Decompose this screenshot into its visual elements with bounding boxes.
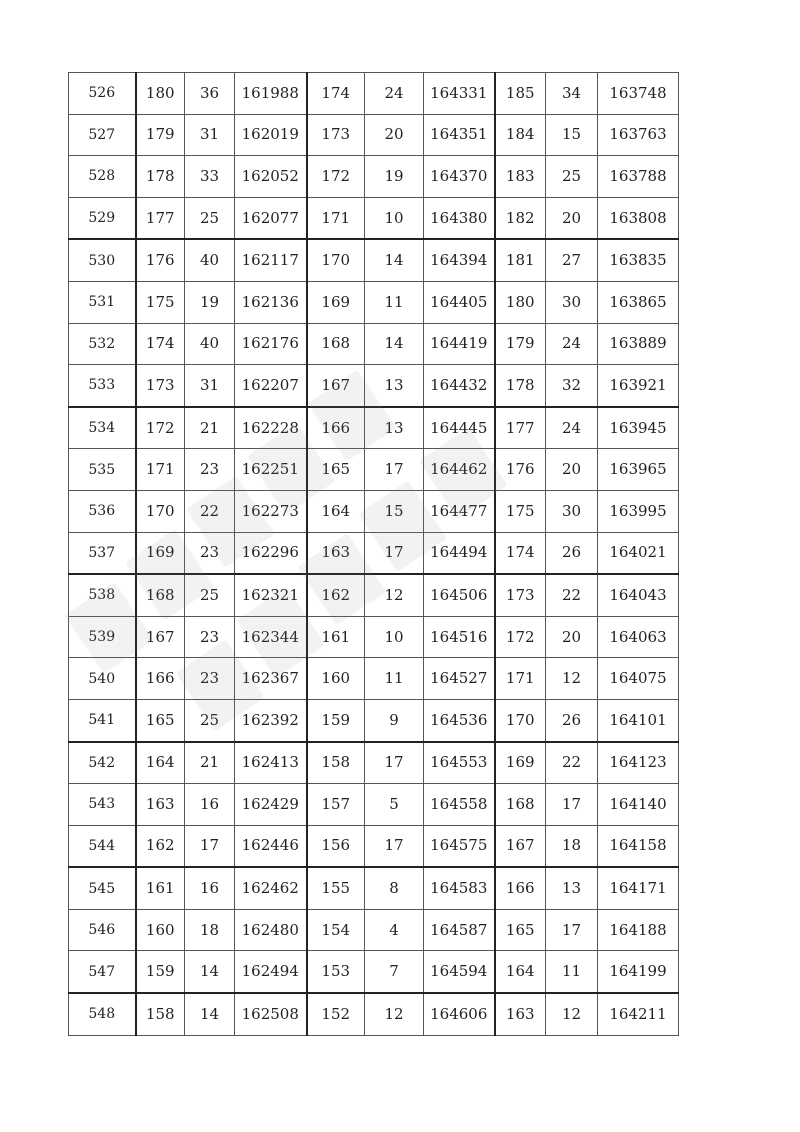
- table-cell: 167: [495, 825, 546, 867]
- score-table: [68, 72, 679, 1036]
- table-cell: 164075: [598, 658, 679, 700]
- table-cell: 164462: [424, 449, 495, 491]
- table-cell: 163: [307, 532, 365, 574]
- table-cell: 17: [365, 825, 424, 867]
- table-cell: 20: [546, 616, 598, 658]
- table-cell: 17: [185, 825, 235, 867]
- table-cell: 12: [546, 993, 598, 1035]
- table-cell: 164419: [424, 323, 495, 365]
- table-cell: 162462: [235, 867, 307, 909]
- table-cell: 165: [307, 449, 365, 491]
- table-cell: 14: [185, 951, 235, 993]
- table-cell: 157: [307, 784, 365, 826]
- table-cell: 161: [307, 616, 365, 658]
- table-cell: 536: [69, 490, 136, 532]
- table-cell: 181: [495, 239, 546, 281]
- table-cell: 163808: [598, 197, 679, 239]
- table-cell: 164432: [424, 365, 495, 407]
- table-cell: 16: [185, 867, 235, 909]
- table-cell: 163865: [598, 281, 679, 323]
- table-row: [69, 658, 679, 700]
- table-cell: 168: [307, 323, 365, 365]
- table-cell: 542: [69, 742, 136, 784]
- table-cell: 160: [307, 658, 365, 700]
- table-cell: 17: [365, 742, 424, 784]
- table-row: [69, 323, 679, 365]
- table-cell: 19: [185, 281, 235, 323]
- table-cell: 162367: [235, 658, 307, 700]
- table-cell: 159: [136, 951, 185, 993]
- table-cell: 23: [185, 658, 235, 700]
- table-cell: 182: [495, 197, 546, 239]
- table-cell: 156: [307, 825, 365, 867]
- table-row: [69, 73, 679, 115]
- table-cell: 546: [69, 909, 136, 951]
- table-cell: 8: [365, 867, 424, 909]
- table-cell: 161988: [235, 73, 307, 115]
- table-cell: 164: [495, 951, 546, 993]
- table-cell: 544: [69, 825, 136, 867]
- table-cell: 534: [69, 407, 136, 449]
- table-cell: 34: [546, 73, 598, 115]
- table-cell: 183: [495, 156, 546, 198]
- table-cell: 164405: [424, 281, 495, 323]
- table-cell: 537: [69, 532, 136, 574]
- table-cell: 163921: [598, 365, 679, 407]
- table-cell: 25: [546, 156, 598, 198]
- table-cell: 163995: [598, 490, 679, 532]
- table-cell: 17: [365, 532, 424, 574]
- table-cell: 14: [365, 239, 424, 281]
- table-cell: 162429: [235, 784, 307, 826]
- table-cell: 175: [495, 490, 546, 532]
- table-cell: 178: [136, 156, 185, 198]
- table-cell: 162077: [235, 197, 307, 239]
- table-row: [69, 784, 679, 826]
- table-cell: 19: [365, 156, 424, 198]
- table-cell: 177: [136, 197, 185, 239]
- table-row: [69, 993, 679, 1035]
- table-cell: 160: [136, 909, 185, 951]
- table-cell: 25: [185, 699, 235, 741]
- table-cell: 163835: [598, 239, 679, 281]
- table-cell: 162176: [235, 323, 307, 365]
- table-cell: 179: [136, 114, 185, 156]
- table-cell: 170: [307, 239, 365, 281]
- table-cell: 164351: [424, 114, 495, 156]
- table-body: [69, 73, 679, 1036]
- table-cell: 162392: [235, 699, 307, 741]
- table-cell: 155: [307, 867, 365, 909]
- table-cell: 162480: [235, 909, 307, 951]
- table-cell: 5: [365, 784, 424, 826]
- table-row: [69, 574, 679, 616]
- table-cell: 165: [136, 699, 185, 741]
- table-cell: 535: [69, 449, 136, 491]
- table-row: [69, 742, 679, 784]
- table-cell: 23: [185, 616, 235, 658]
- table-cell: 153: [307, 951, 365, 993]
- table-cell: 185: [495, 73, 546, 115]
- table-cell: 18: [185, 909, 235, 951]
- table-cell: 169: [495, 742, 546, 784]
- table-cell: 162321: [235, 574, 307, 616]
- table-cell: 17: [546, 909, 598, 951]
- table-cell: 158: [136, 993, 185, 1035]
- table-cell: 10: [365, 616, 424, 658]
- table-cell: 152: [307, 993, 365, 1035]
- table-cell: 164506: [424, 574, 495, 616]
- table-cell: 184: [495, 114, 546, 156]
- table-cell: 171: [136, 449, 185, 491]
- table-cell: 174: [136, 323, 185, 365]
- table-cell: 164063: [598, 616, 679, 658]
- table-cell: 20: [365, 114, 424, 156]
- table-cell: 164516: [424, 616, 495, 658]
- table-row: [69, 699, 679, 741]
- table-cell: 21: [185, 742, 235, 784]
- table-cell: 164558: [424, 784, 495, 826]
- table-cell: 164594: [424, 951, 495, 993]
- table-cell: 164445: [424, 407, 495, 449]
- table-row: [69, 407, 679, 449]
- table-cell: 533: [69, 365, 136, 407]
- table-cell: 164587: [424, 909, 495, 951]
- table-cell: 163889: [598, 323, 679, 365]
- table-cell: 22: [546, 574, 598, 616]
- table-row: [69, 239, 679, 281]
- table-cell: 17: [546, 784, 598, 826]
- table-cell: 162: [136, 825, 185, 867]
- table-cell: 163: [495, 993, 546, 1035]
- table-cell: 169: [307, 281, 365, 323]
- table-cell: 31: [185, 365, 235, 407]
- table-cell: 26: [546, 532, 598, 574]
- table-cell: 164494: [424, 532, 495, 574]
- table-cell: 172: [495, 616, 546, 658]
- table-cell: 164477: [424, 490, 495, 532]
- table-cell: 13: [365, 407, 424, 449]
- table-cell: 33: [185, 156, 235, 198]
- table-row: [69, 114, 679, 156]
- table-cell: 163763: [598, 114, 679, 156]
- table-cell: 172: [136, 407, 185, 449]
- table-cell: 167: [136, 616, 185, 658]
- table-cell: 540: [69, 658, 136, 700]
- table-cell: 164575: [424, 825, 495, 867]
- table-cell: 163: [136, 784, 185, 826]
- table-cell: 20: [546, 449, 598, 491]
- table-cell: 166: [495, 867, 546, 909]
- table-cell: 11: [365, 658, 424, 700]
- table-cell: 543: [69, 784, 136, 826]
- table-cell: 164158: [598, 825, 679, 867]
- table-cell: 22: [546, 742, 598, 784]
- table-cell: 27: [546, 239, 598, 281]
- table-cell: 169: [136, 532, 185, 574]
- table-row: [69, 616, 679, 658]
- table-cell: 164021: [598, 532, 679, 574]
- table-cell: 164394: [424, 239, 495, 281]
- table-cell: 23: [185, 532, 235, 574]
- table-row: [69, 490, 679, 532]
- table-cell: 40: [185, 239, 235, 281]
- table-cell: 14: [185, 993, 235, 1035]
- table-cell: 20: [546, 197, 598, 239]
- table-row: [69, 365, 679, 407]
- table-cell: 161: [136, 867, 185, 909]
- table-cell: 26: [546, 699, 598, 741]
- table-cell: 174: [307, 73, 365, 115]
- table-cell: 15: [546, 114, 598, 156]
- table-row: [69, 951, 679, 993]
- table-cell: 164: [307, 490, 365, 532]
- table-cell: 539: [69, 616, 136, 658]
- table-cell: 11: [365, 281, 424, 323]
- table-cell: 4: [365, 909, 424, 951]
- table-cell: 17: [365, 449, 424, 491]
- table-cell: 164199: [598, 951, 679, 993]
- table-row: [69, 867, 679, 909]
- table-cell: 12: [546, 658, 598, 700]
- table-cell: 180: [495, 281, 546, 323]
- table-cell: 40: [185, 323, 235, 365]
- table-cell: 162228: [235, 407, 307, 449]
- table-cell: 179: [495, 323, 546, 365]
- table-cell: 164331: [424, 73, 495, 115]
- table-cell: 162508: [235, 993, 307, 1035]
- table-cell: 162446: [235, 825, 307, 867]
- table-cell: 162494: [235, 951, 307, 993]
- table-cell: 30: [546, 281, 598, 323]
- table-cell: 528: [69, 156, 136, 198]
- table-cell: 164140: [598, 784, 679, 826]
- table-cell: 167: [307, 365, 365, 407]
- table-cell: 164553: [424, 742, 495, 784]
- table-row: [69, 825, 679, 867]
- table-cell: 178: [495, 365, 546, 407]
- table-cell: 173: [307, 114, 365, 156]
- table-cell: 164536: [424, 699, 495, 741]
- table-cell: 159: [307, 699, 365, 741]
- table-cell: 526: [69, 73, 136, 115]
- table-cell: 530: [69, 239, 136, 281]
- table-cell: 21: [185, 407, 235, 449]
- table-cell: 164101: [598, 699, 679, 741]
- table-cell: 25: [185, 574, 235, 616]
- table-cell: 531: [69, 281, 136, 323]
- table-cell: 24: [365, 73, 424, 115]
- table-cell: 163945: [598, 407, 679, 449]
- table-cell: 32: [546, 365, 598, 407]
- table-cell: 154: [307, 909, 365, 951]
- table-cell: 548: [69, 993, 136, 1035]
- table-cell: 36: [185, 73, 235, 115]
- table-row: [69, 909, 679, 951]
- table-cell: 164606: [424, 993, 495, 1035]
- table-cell: 547: [69, 951, 136, 993]
- table-cell: 16: [185, 784, 235, 826]
- table-cell: 174: [495, 532, 546, 574]
- table-cell: 10: [365, 197, 424, 239]
- table-cell: 162344: [235, 616, 307, 658]
- table-cell: 171: [307, 197, 365, 239]
- table-cell: 532: [69, 323, 136, 365]
- table-cell: 166: [307, 407, 365, 449]
- table-cell: 14: [365, 323, 424, 365]
- table-cell: 171: [495, 658, 546, 700]
- table-row: [69, 281, 679, 323]
- table-cell: 164123: [598, 742, 679, 784]
- table-cell: 11: [546, 951, 598, 993]
- table-cell: 163965: [598, 449, 679, 491]
- table-cell: 22: [185, 490, 235, 532]
- table-cell: 13: [546, 867, 598, 909]
- table-cell: 162019: [235, 114, 307, 156]
- table-cell: 163748: [598, 73, 679, 115]
- table-cell: 166: [136, 658, 185, 700]
- table-cell: 170: [495, 699, 546, 741]
- table-cell: 23: [185, 449, 235, 491]
- table-row: [69, 449, 679, 491]
- table-cell: 162207: [235, 365, 307, 407]
- table-cell: 9: [365, 699, 424, 741]
- table-cell: 7: [365, 951, 424, 993]
- table-cell: 165: [495, 909, 546, 951]
- table-cell: 176: [495, 449, 546, 491]
- table-cell: 164: [136, 742, 185, 784]
- table-cell: 164527: [424, 658, 495, 700]
- table-cell: 15: [365, 490, 424, 532]
- table-row: [69, 156, 679, 198]
- table-cell: 545: [69, 867, 136, 909]
- table-row: [69, 197, 679, 239]
- table-cell: 24: [546, 323, 598, 365]
- table-cell: 162251: [235, 449, 307, 491]
- table-cell: 12: [365, 574, 424, 616]
- table-cell: 162136: [235, 281, 307, 323]
- table-cell: 162052: [235, 156, 307, 198]
- table-cell: 158: [307, 742, 365, 784]
- table-cell: 538: [69, 574, 136, 616]
- table-cell: 162413: [235, 742, 307, 784]
- table-cell: 30: [546, 490, 598, 532]
- table-cell: 164370: [424, 156, 495, 198]
- table-cell: 180: [136, 73, 185, 115]
- table-cell: 162273: [235, 490, 307, 532]
- table-cell: 31: [185, 114, 235, 156]
- table-cell: 164171: [598, 867, 679, 909]
- table-cell: 527: [69, 114, 136, 156]
- table-cell: 172: [307, 156, 365, 198]
- table-cell: 168: [495, 784, 546, 826]
- table-cell: 25: [185, 197, 235, 239]
- table-cell: 162: [307, 574, 365, 616]
- table-cell: 18: [546, 825, 598, 867]
- table-cell: 13: [365, 365, 424, 407]
- table-cell: 163788: [598, 156, 679, 198]
- table-cell: 170: [136, 490, 185, 532]
- table-cell: 162117: [235, 239, 307, 281]
- table-cell: 173: [136, 365, 185, 407]
- table-cell: 164188: [598, 909, 679, 951]
- table-cell: 168: [136, 574, 185, 616]
- table-cell: 162296: [235, 532, 307, 574]
- table-cell: 529: [69, 197, 136, 239]
- table-cell: 173: [495, 574, 546, 616]
- table-cell: 177: [495, 407, 546, 449]
- table-cell: 164043: [598, 574, 679, 616]
- table-cell: 164380: [424, 197, 495, 239]
- table-cell: 176: [136, 239, 185, 281]
- table-row: [69, 532, 679, 574]
- table-cell: 12: [365, 993, 424, 1035]
- table-cell: 175: [136, 281, 185, 323]
- table-cell: 541: [69, 699, 136, 741]
- table-cell: 164211: [598, 993, 679, 1035]
- table-cell: 24: [546, 407, 598, 449]
- table-cell: 164583: [424, 867, 495, 909]
